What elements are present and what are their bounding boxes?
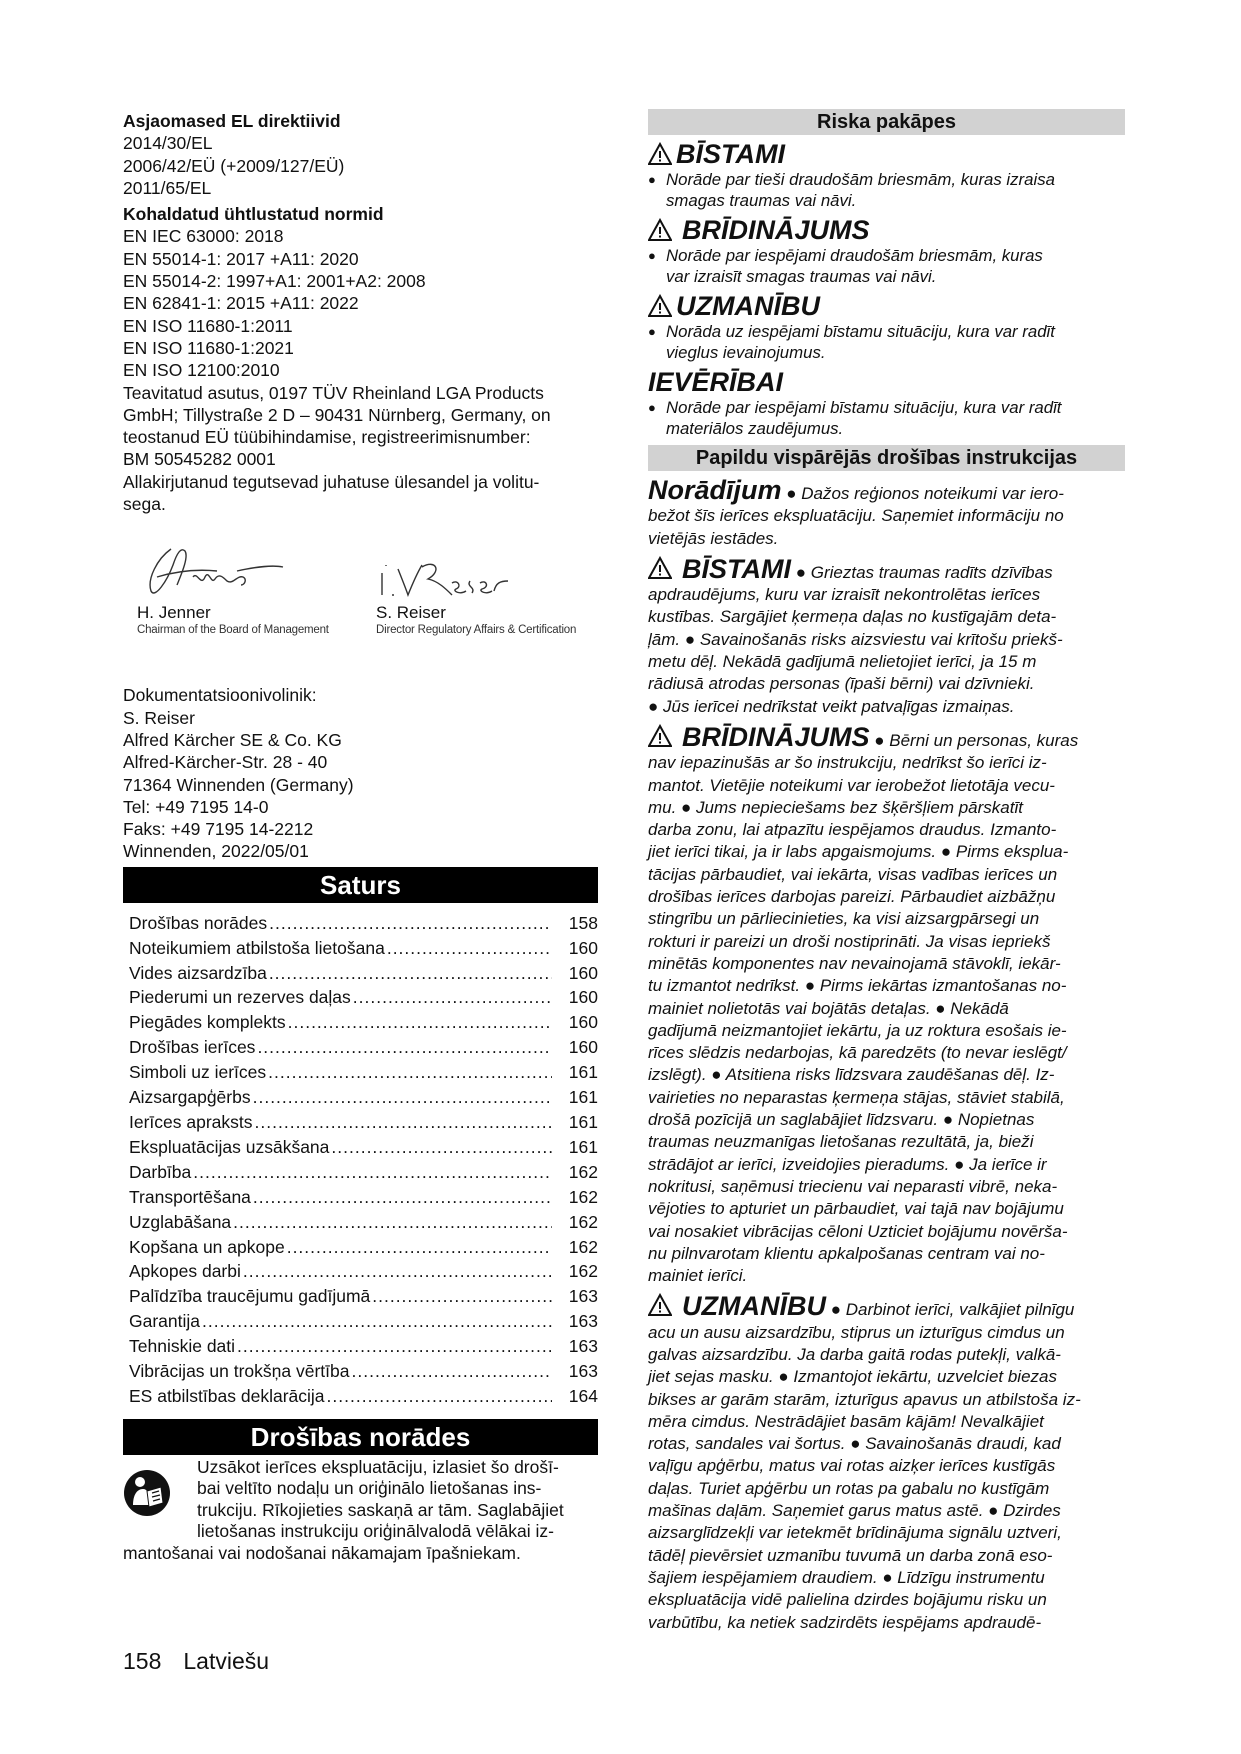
general-safety-heading: Papildu vispārējās drošības instrukcijas [648,445,1125,471]
risk-levels-heading: Riska pakāpes [648,109,1125,135]
toc-entry[interactable]: Darbība ..... 162 [123,1160,598,1185]
norm-line: EN 62841-1: 2015 +A11: 2022 [123,293,359,314]
toc-entry[interactable]: Uzglabāšana ..... 162 [123,1210,598,1235]
warning-triangle-icon [648,1293,672,1317]
contact-line: S. Reiser [123,707,195,728]
warning-triangle-icon [648,218,672,242]
general-danger: BĪSTAMI ● Grieztas traumas radīts dzīvības apdraudējums, kuru var izraisīt nekontrolētas ierīces kustības. Sargājiet ķermeņa daļas no kustīgajām deta- ļām. ● Savainošanās risks aizsviestu vai krītošu priekš- metu dēļ. Nekādā gadījumā nelietojiet ierīci, ja 15 m rādiusā atrodas personas (īpaši bērni) vai dzīvnieki. ● Jūs ierīcei nedrīkstat veikt patvaļīgas izmaiņas. [648,553,1063,716]
safety-line: lietošanas instrukciju oriģinālvalodā vēlākai iz- [197,1521,554,1542]
contact-line: Alfred-Kärcher-Str. 28 - 40 [123,752,328,773]
toc-entry[interactable]: Piederumi un rezerves daļas ..... 160 [123,985,598,1010]
toc-entry[interactable]: Drošības ierīces ..... 160 [123,1035,598,1060]
toc-entry[interactable]: Palīdzība traucējumu gadījumā ..... 163 [123,1284,598,1309]
risk-level-notice: IEVĒRĪBAI [648,367,784,397]
notified-body-line: Teavitatud asutus, 0197 TÜV Rheinland LGA Products [123,382,544,403]
warning-triangle-icon [648,294,672,318]
risk-level-text: ● Norāde par iespējami bīstamu situāciju, kura var radīt materiālos zaudējumus. [648,397,1125,439]
signature-reiser [376,555,576,637]
signed-text-line: Allakirjutanud tegutsevad juhatuse ülesandel ja volitu- [123,471,540,492]
toc-entry[interactable]: Transportēšana ..... 162 [123,1185,598,1210]
safety-intro [123,1457,598,1565]
contact-line: 71364 Winnenden (Germany) [123,774,354,795]
danger-lead: BĪSTAMI [682,553,791,584]
toc-heading: Saturs [123,867,598,903]
directives-heading: Asjaomased EL direktiivid [123,111,341,131]
warning-triangle-icon [648,724,672,748]
signer-title: Director Regulatory Affairs & Certification [376,624,577,637]
toc-entry[interactable]: Noteikumiem atbilstoša lietošana ..... 160 [123,936,598,961]
table-of-contents [123,911,598,1409]
contact-line: Dokumentatsioonivolinik: [123,685,317,706]
risk-level-text: ● Norāde par iespējami draudošām briesmām, kuras var izraisīt smagas traumas vai nāvi. [648,245,1125,287]
norm-line: EN ISO 12100:2010 [123,360,280,381]
risk-level-caution: UZMANĪBU [648,291,1125,321]
general-caution: UZMANĪBU ● Darbinot ierīci, valkājiet pilnīgu acu un ausu aizsardzību, stiprus un izturīgus cimdus un galvas aizsardzību. Ja darba gaitā rodas putekļi, valkā- jiet sejas masku. ● Izmantojot iekārtu, uzvelciet biezas bikses ar garām starām, izturīgus apavus un atbilstoša iz- mēra cimdus. Nestrādājiet basām kājām! Nevalkājiet rotas, sandales vai šortus. ● Savainošanās draudi, kad vaļīgu apģērbu, matus vai rotas aizķer ierīces kustīgās daļas. Turiet apģērbu un rotas pa gabalu no kustīgām mašīnas daļām. Saņemiet garus matus astē. ● Dzirdes aizsarglīdzekļi var ietekmēt brīdinājuma signālu uztveri, tādēļ pievērsiet uzmanību tuvumā un darba zonā eso- šajiem iespējamiem draudiem. ● Līdzīgu instrumentu ekspluatācija vidē palielina dzirdes bojājumu risku un varbūtību, ka netiek sadzirdēts iespējams apdraudē- [648,1291,1081,1632]
toc-entry[interactable]: Ierīces apraksts ..... 161 [123,1110,598,1135]
signatures [123,519,598,684]
right-column [648,109,1125,1634]
jenner-signature-icon [137,541,287,603]
left-column [123,110,598,1564]
notified-body-line: GmbH; Tillystraße 2 D – 90431 Nürnberg, Germany, on [123,404,551,425]
toc-entry[interactable]: Piegādes komplekts ..... 160 [123,1010,598,1035]
toc-entry[interactable]: Ekspluatācijas uzsākšana ..... 161 [123,1135,598,1160]
norm-line: EN 55014-2: 1997+A1: 2001+A2: 2008 [123,271,426,292]
toc-entry[interactable]: Vibrācijas un trokšņa vērtība ..... 163 [123,1359,598,1384]
directive-line: 2006/42/EÜ (+2009/127/EÜ) [123,155,345,176]
footer-language: Latviešu [183,1648,270,1674]
safety-line: mantošanai vai nodošanai nākamajam īpašniekam. [123,1542,521,1563]
toc-entry[interactable]: Simboli uz ierīces ..... 161 [123,1060,598,1085]
signer-name: H. Jenner [137,603,211,623]
general-warning: BRĪDINĀJUMS ● Bērni un personas, kuras nav iepazinušās ar šo instrukciju, nedrīkst šo ierīci iz- mantot. Vietējie noteikumi var ierobežot lietotāja vecu- mu. ● Jums nepieciešams bez šķēršļiem pārskatīt darba zonu, lai atpazītu iespējamos draudus. Izmanto- jiet ierīci tikai, ja ir labs apgaismojums. ● Pirms eksplua- tācijas pārbaudiet, vai iekārta, visas vadības ierīces un drošības ierīces darbojas pareizi. Pārbaudiet aizbāžņu stingrību un pārliecinieties, ka visi aizsargpārsegi un rokturi ir pareizi un droši nostiprināti. Ja visas iepriekš minētās komponentes nav nevainojamā stāvoklī, iekār- tu izmantot nedrīkst. ● Pirms iekārtas izmantošanas no- mainiet nolietotās vai bojātās detaļas. ● Nekādā gadījumā neizmantojiet iekārtu, ja uz roktura esošais ie- rīces slēdzis nedarbojas, kā paredzēts (to nevar ieslēgt/ izslēgt). ● Atsitiena risks līdzsvara zaudēšanas dēļ. Iz- vairieties no neparastas ķermeņa stājas, stāviet stabilā, drošā pozīcijā un saglabājiet līdzsvaru. ● Nopietnas traumas neuzmanīgas lietošanas rezultātā, ja, bieži strādājot ar ierīci, izveidojies pieradums. ● Ja ierīce ir nokritusi, saņēmusi triecienu vai neparasti vibrē, neka- vējoties to apturiet un pārbaudiet, vai tajā nav bojājumu vai nosakiet vibrācijas cēloni Uzticiet bojājumu novērša- nu pilnvarotam klientu apkalpošanas centram vai no- mainiet ierīci. [648,721,1079,1286]
page-number: 158 [123,1648,162,1674]
norm-line: EN ISO 11680-1:2011 [123,315,293,336]
signer-title: Chairman of the Board of Management [137,624,329,637]
norm-line: EN ISO 11680-1:2021 [123,337,294,358]
risk-level-text: ● Norāda uz iespējami bīstamu situāciju, kura var radīt vieglus ievainojumus. [648,321,1125,363]
warning-triangle-icon [648,556,672,580]
warning-triangle-icon [648,142,672,166]
signer-name: S. Reiser [376,603,446,623]
toc-entry[interactable]: Tehniskie dati ..... 163 [123,1334,598,1359]
read-manual-icon [123,1469,171,1517]
toc-entry[interactable]: Apkopes darbi ..... 162 [123,1259,598,1284]
safety-heading: Drošības norādes [123,1419,598,1455]
contact-line: Alfred Kärcher SE & Co. KG [123,729,342,750]
signature-jenner [137,541,329,637]
general-note: Norādījum ● Dažos reģionos noteikumi var iero- bežot šīs ierīces ekspluatāciju. Saņemiet informāciju no vietējās iestādes. [648,475,1064,548]
directive-line: 2011/65/EL [123,177,212,198]
norm-line: EN IEC 63000: 2018 [123,226,284,247]
toc-entry[interactable]: Vides aizsardzība ..... 160 [123,961,598,986]
contact-line: Winnenden, 2022/05/01 [123,841,309,862]
reiser-signature-icon [376,555,516,603]
contact-line: Faks: +49 7195 14-2212 [123,819,314,840]
note-lead: Norādījum [648,475,782,505]
toc-entry[interactable]: ES atbilstības deklarācija ..... 164 [123,1384,598,1409]
warning-lead: BRĪDINĀJUMS [682,721,870,752]
norms-heading: Kohaldatud ühtlustatud normid [123,204,384,225]
risk-level-danger: BĪSTAMI [648,139,1125,169]
toc-entry[interactable]: Garantija ..... 163 [123,1309,598,1334]
caution-lead: UZMANĪBU [682,1291,826,1322]
safety-line: bai veltīto nodaļu un oriģinālo lietošanas ins- [197,1478,542,1499]
risk-level-text: ● Norāde par tieši draudošām briesmām, kuras izraisa smagas traumas vai nāvi. [648,169,1125,211]
safety-line: Uzsākot ierīces ekspluatāciju, izlasiet šo drošī- [197,1456,559,1477]
safety-line: trukciju. Rīkojieties saskaņā ar tām. Saglabājiet [197,1499,564,1520]
directive-line: 2014/30/EL [123,133,213,154]
signed-text-line: sega. [123,494,166,515]
contact-line: Tel: +49 7195 14-0 [123,796,269,817]
toc-entry[interactable]: Kopšana un apkope ..... 162 [123,1235,598,1260]
notified-body-line: teostanud EÜ tüübihindamise, registreerimisnumber: [123,427,531,448]
risk-level-warning: BRĪDINĀJUMS [648,215,1125,245]
page-footer [123,1648,291,1675]
norm-line: EN 55014-1: 2017 +A11: 2020 [123,248,359,269]
toc-entry[interactable]: Drošības norādes ..... 158 [123,911,598,936]
toc-entry[interactable]: Aizsargapģērbs ..... 161 [123,1085,598,1110]
notified-body-line: BM 50545282 0001 [123,449,276,470]
